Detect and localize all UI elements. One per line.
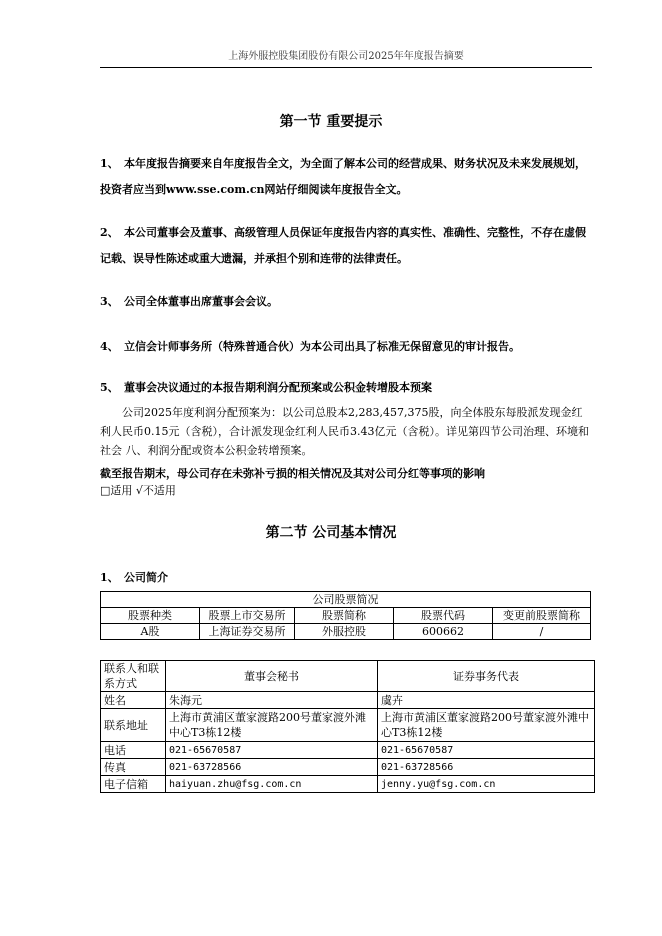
stock-header-code: 股票代码 — [394, 608, 493, 624]
notice-item-2-text: 本公司董事会及董事、高级管理人员保证年度报告内容的真实性、准确性、完整性，不存在虚假记载、误导性陈述或重大遗漏，并承担个别和连带的法律责任。 — [100, 226, 586, 265]
secretary-email: haiyuan.zhu@fsg.com.cn — [166, 776, 378, 793]
contact-label-name: 姓名 — [101, 692, 166, 709]
rep-phone: 021-65670587 — [378, 742, 595, 759]
applicable-checkbox-text: □适用 √不适用 — [100, 484, 176, 497]
stock-header-exchange: 股票上市交易所 — [200, 608, 295, 624]
company-profile-text: 公司简介 — [124, 571, 168, 584]
notice-item-3-num: 3、 — [100, 295, 119, 308]
table-row — [101, 709, 595, 742]
company-profile-num: 1、 — [100, 571, 119, 584]
profit-plan-text: 公司2025年度利润分配预案为：以公司总股本2,283,457,375股，向全体股东每股派发现金红利人民币0.15元（含税），合计派发现金红利人民币3.43亿元（含税）。详见第四节公司治理、环境和社会 八、利润分配或资本公积金转增预案。 — [100, 406, 589, 457]
stock-cell-exchange: 上海证券交易所 — [200, 624, 295, 640]
notice-item-3 — [100, 289, 592, 315]
contact-table — [100, 660, 595, 793]
stock-header-type: 股票种类 — [101, 608, 200, 624]
stock-header-prev-abbr: 变更前股票简称 — [493, 608, 591, 624]
secretary-name: 朱海元 — [166, 692, 378, 709]
rep-address: 上海市黄浦区董家渡路200号董家渡外滩中心T3栋12楼 — [378, 709, 595, 742]
stock-table-caption: 公司股票简况 — [101, 592, 591, 608]
notice-item-1 — [100, 151, 592, 203]
notice-item-1-num: 1、 — [100, 157, 119, 170]
contact-label-address: 联系地址 — [101, 709, 166, 742]
rep-email: jenny.yu@fsg.com.cn — [378, 776, 595, 793]
table-row — [101, 742, 595, 759]
notice-item-4-num: 4、 — [100, 340, 119, 353]
table-row — [101, 776, 595, 793]
contact-label-fax: 传真 — [101, 759, 166, 776]
stock-cell-prev-abbr: / — [493, 624, 591, 640]
notice-item-5 — [100, 375, 592, 401]
table-row — [101, 692, 595, 709]
notice-item-1-text: 本年度报告摘要来自年度报告全文，为全面了解本公司的经营成果、财务状况及未来发展规划，投资者应当到www.sse.com.cn网站仔细阅读年度报告全文。 — [100, 157, 586, 196]
contact-label-email: 电子信箱 — [101, 776, 166, 793]
stock-header-abbr: 股票简称 — [295, 608, 394, 624]
rep-name: 虞卉 — [378, 692, 595, 709]
stock-info-table — [100, 591, 591, 640]
stock-cell-type: A股 — [101, 624, 200, 640]
contact-header-rep: 证券事务代表 — [378, 661, 595, 692]
loss-note: 截至报告期末，母公司存在未弥补亏损的相关情况及其对公司分红等事项的影响 — [100, 467, 485, 480]
contact-label-phone: 电话 — [101, 742, 166, 759]
secretary-address: 上海市黄浦区董家渡路200号董家渡外滩中心T3栋12楼 — [166, 709, 378, 742]
rep-fax: 021-63728566 — [378, 759, 595, 776]
notice-item-5-text: 董事会决议通过的本报告期利润分配预案或公积金转增股本预案 — [124, 381, 432, 394]
page-header: 上海外服控股集团股份有限公司2025年年度报告摘要 — [100, 47, 592, 68]
secretary-phone: 021-65670587 — [166, 742, 378, 759]
secretary-fax: 021-63728566 — [166, 759, 378, 776]
section2-title: 第二节 公司基本情况 — [265, 525, 397, 541]
table-row — [101, 759, 595, 776]
notice-item-4-text: 立信会计师事务所（特殊普通合伙）为本公司出具了标准无保留意见的审计报告。 — [124, 340, 520, 353]
stock-cell-abbr: 外服控股 — [295, 624, 394, 640]
contact-header-label: 联系人和联系方式 — [101, 661, 166, 692]
company-profile-heading — [100, 565, 592, 591]
contact-header-secretary: 董事会秘书 — [166, 661, 378, 692]
notice-item-5-num: 5、 — [100, 381, 119, 394]
notice-item-2 — [100, 220, 592, 272]
notice-item-3-text: 公司全体董事出席董事会会议。 — [124, 295, 278, 308]
stock-cell-code: 600662 — [394, 624, 493, 640]
section1-title: 第一节 重要提示 — [279, 114, 383, 130]
notice-item-4 — [100, 334, 592, 360]
notice-item-2-num: 2、 — [100, 226, 119, 239]
